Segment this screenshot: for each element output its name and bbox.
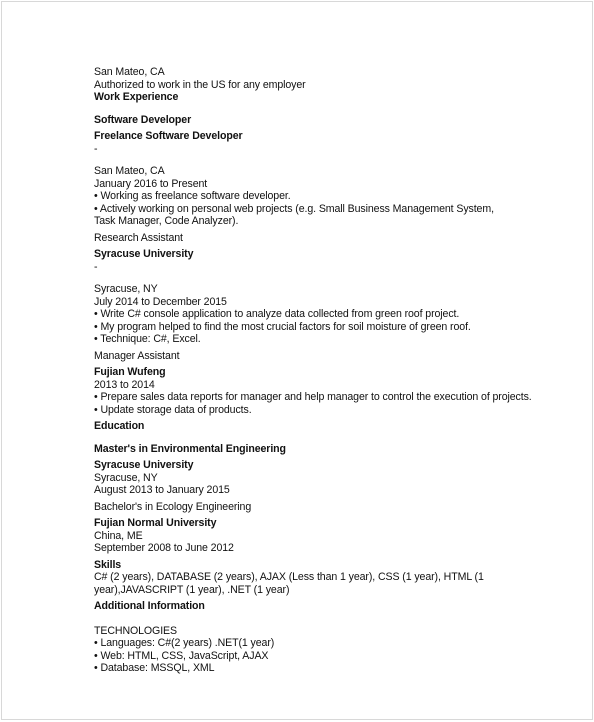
job-employer: Syracuse University — [94, 248, 194, 260]
education-degree: Master's in Environmental Engineering — [94, 442, 286, 455]
job-dates: 2013 to 2014 — [94, 378, 155, 391]
education-degree: Bachelor's in Ecology Engineering — [94, 500, 252, 513]
education-location: China, ME — [94, 529, 143, 542]
education-location: Syracuse, NY — [94, 471, 158, 484]
education-school: Fujian Normal University — [94, 517, 217, 529]
work-authorization: Authorized to work in the US for any employer — [94, 78, 306, 91]
technology-item: • Web: HTML, CSS, JavaScript, AJAX — [94, 649, 269, 662]
job-bullets — [94, 308, 514, 346]
job-bullets — [94, 391, 532, 416]
resume-page — [1, 1, 593, 720]
technologies-heading: TECHNOLOGIES — [94, 624, 177, 637]
job-title: Software Developer — [94, 113, 192, 126]
resume-content — [94, 66, 532, 675]
technologies-list — [94, 637, 514, 675]
job-dates: July 2014 to December 2015 — [94, 295, 227, 308]
skills-heading: Skills — [94, 558, 122, 571]
job-bullet: • Technique: C#, Excel. — [94, 333, 201, 345]
job-dates: January 2016 to Present — [94, 177, 208, 190]
job-title: Manager Assistant — [94, 349, 180, 362]
job-bullet: • Update storage data of products. — [94, 403, 252, 416]
job-bullet: • My program helped to find the most crucial factors for soil moisture of green roof. — [94, 320, 471, 333]
job-bullets — [94, 190, 514, 228]
header-location: San Mateo, CA — [94, 66, 165, 78]
technology-item: • Database: MSSQL, XML — [94, 662, 215, 674]
job-location: Syracuse, NY — [94, 283, 158, 295]
job-bullet: • Write C# console application to analyze data collected from green roof project. — [94, 308, 460, 320]
education-school: Syracuse University — [94, 459, 194, 471]
job-title: Research Assistant — [94, 231, 183, 244]
job-bullet: • Actively working on personal web projects (e.g. Small Business Management System, Task Manager, Code Analyzer). — [94, 202, 494, 227]
job-bullet: • Prepare sales data reports for manager and help manager to control the execution of projects. — [94, 391, 532, 403]
job-dash: - — [94, 142, 98, 155]
skills-text: C# (2 years), DATABASE (2 years), AJAX (Less than 1 year), CSS (1 year), HTML (1 year),JAVASCRIPT (1 year), .NET (1 year) — [94, 571, 484, 596]
technology-item: • Languages: C#(2 years) .NET(1 year) — [94, 637, 275, 649]
job-dash: - — [94, 260, 98, 273]
education-dates: September 2008 to June 2012 — [94, 542, 234, 554]
education-heading: Education — [94, 420, 145, 432]
education-dates: August 2013 to January 2015 — [94, 484, 230, 496]
additional-info-heading: Additional Information — [94, 600, 205, 612]
job-bullet: • Working as freelance software developer. — [94, 190, 291, 202]
work-experience-heading: Work Experience — [94, 91, 179, 103]
job-employer: Fujian Wufeng — [94, 366, 166, 378]
job-location: San Mateo, CA — [94, 165, 165, 177]
job-employer: Freelance Software Developer — [94, 130, 243, 142]
